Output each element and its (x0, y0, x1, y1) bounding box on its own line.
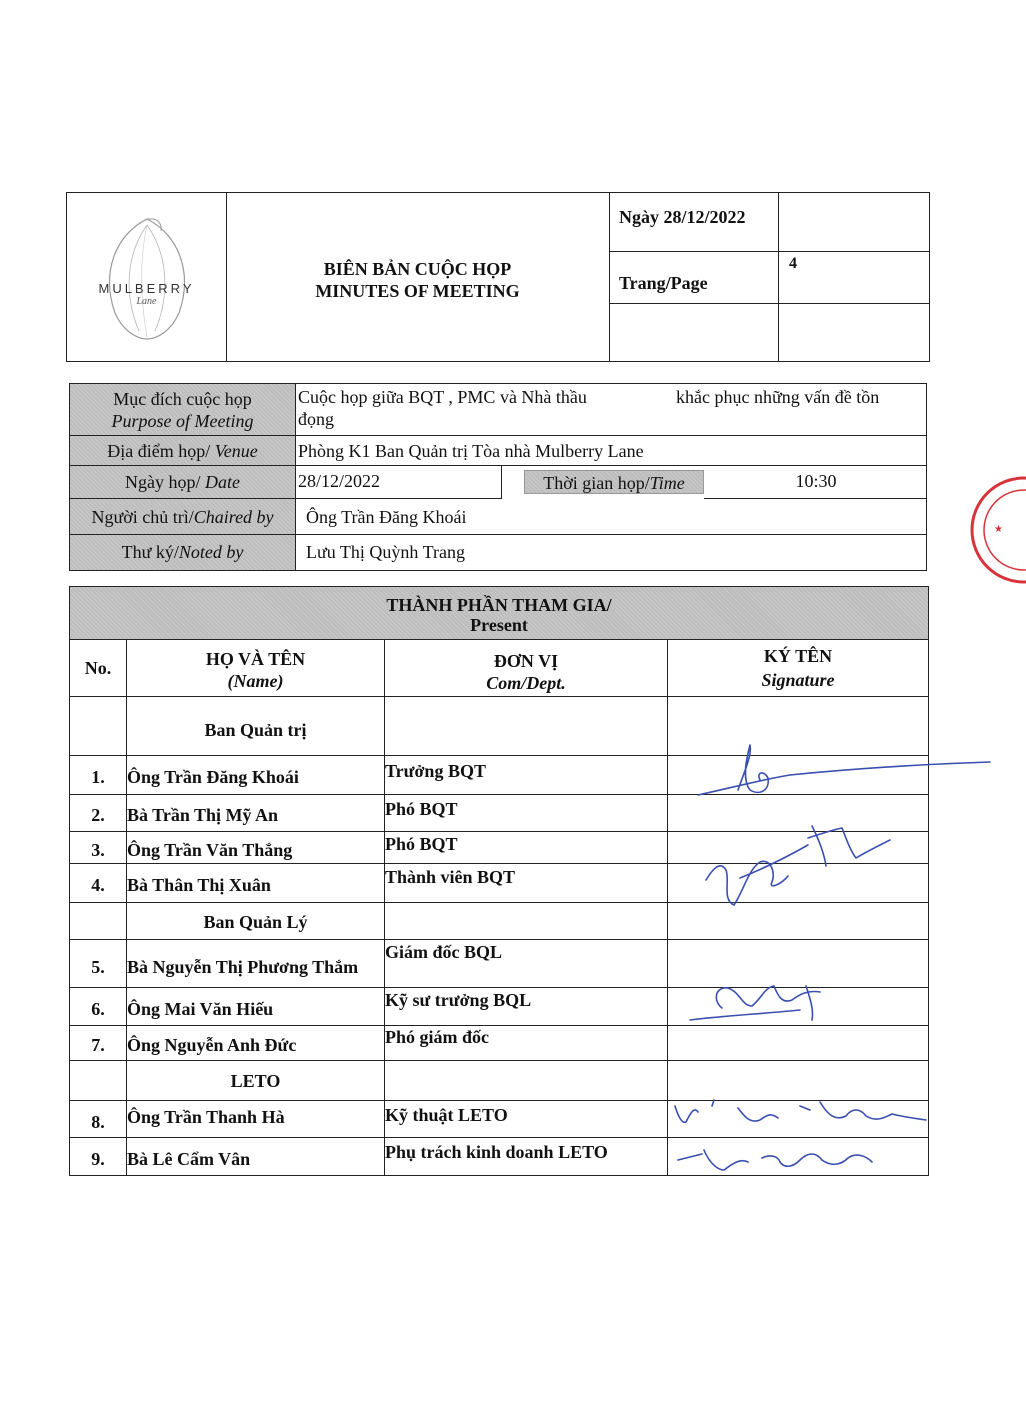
group-label: LETO (126, 1061, 384, 1101)
column-header-signature (667, 640, 929, 697)
header-row-divider (609, 303, 929, 304)
column-header-name (126, 640, 384, 697)
row-dept: Thành viên BQT (384, 864, 667, 903)
secretary-value: Lưu Thị Quỳnh Trang (306, 542, 465, 562)
purpose-label (70, 384, 296, 436)
row-number: 2. (69, 795, 126, 832)
row-dept: Kỹ sư trưởng BQL (384, 988, 667, 1026)
row-name: Bà Thân Thị Xuân (126, 864, 384, 903)
group-no-cell (69, 697, 126, 756)
group-no-cell (69, 903, 126, 940)
chair-label-vn: Người chủ trì/ (91, 507, 194, 527)
column-header-dept-vn: ĐƠN VỊ (493, 651, 559, 671)
group-dept-cell (384, 903, 667, 940)
secretary-label-vn: Thư ký/ (121, 542, 179, 562)
column-header-name-vn: HỌ VÀ TÊN (205, 649, 306, 669)
signature-cell (667, 940, 929, 988)
venue-value: Phòng K1 Ban Quản trị Tòa nhà Mulberry Lane (296, 436, 926, 466)
time-label-en: Time (649, 473, 685, 493)
row-dept: Giám đốc BQL (384, 940, 667, 988)
header-row-divider (609, 251, 929, 252)
row-dept: Phó giám đốc (384, 1026, 667, 1061)
column-header-dept (384, 640, 667, 697)
group-signature-cell (667, 903, 929, 940)
signature-cell (667, 1138, 929, 1176)
document-header (66, 192, 930, 362)
row-name: Bà Lê Cẩm Vân (126, 1138, 384, 1176)
date-value: 28/12/2022 (296, 466, 502, 499)
column-header-name-en: (Name) (227, 671, 284, 691)
row-number: 4. (69, 864, 126, 903)
row-number: 9. (69, 1138, 126, 1176)
purpose-label-vn: Mục đích cuộc họp (113, 389, 252, 409)
date-label-vn: Ngày họp/ (125, 472, 205, 492)
group-label: Ban Quản trị (126, 697, 384, 756)
row-number: 7. (69, 1026, 126, 1061)
group-signature-cell (667, 1061, 929, 1101)
venue-label (70, 436, 296, 466)
purpose-value (296, 384, 926, 436)
logo-wordmark: MULBERRY (98, 281, 195, 296)
signature-cell (667, 1026, 929, 1061)
date-label-en: Date (205, 472, 240, 492)
signature-cell (667, 1101, 929, 1138)
row-name: Ông Mai Văn Hiếu (126, 988, 384, 1026)
mulberry-lane-logo (87, 213, 207, 343)
row-name: Ông Trần Văn Thắng (126, 832, 384, 864)
section-title-vn: THÀNH PHẦN THAM GIA/ (386, 595, 612, 615)
row-number: 8. (69, 1101, 126, 1138)
logo-cell (67, 193, 227, 361)
row-name: Ông Trần Thanh Hà (126, 1101, 384, 1138)
venue-label-vn: Địa điểm họp/ (107, 441, 215, 461)
time-value: 10:30 (704, 466, 926, 499)
title-cell (226, 193, 610, 361)
document-title-en: MINUTES OF MEETING (315, 281, 520, 301)
header-date: Ngày 28/12/2022 (619, 207, 746, 227)
signature-cell (667, 756, 929, 795)
purpose-value-part1: Cuộc họp giữa BQT , PMC và Nhà thầu (298, 387, 587, 407)
svg-text:★: ★ (994, 524, 1003, 535)
row-dept: Phó BQT (384, 832, 667, 864)
participants-table (69, 586, 929, 1180)
column-header-signature-en: Signature (761, 670, 835, 690)
row-number: 6. (69, 988, 126, 1026)
signature-cell (667, 864, 929, 903)
chair-label (70, 499, 296, 535)
participants-section-header (69, 586, 929, 640)
column-header-dept-en: Com/Dept. (486, 673, 566, 693)
document-title-vn: BIÊN BẢN CUỘC HỌP (323, 259, 512, 279)
column-header-signature-vn: KÝ TÊN (763, 646, 833, 666)
company-stamp (966, 470, 1026, 590)
group-label: Ban Quản Lý (126, 903, 384, 940)
signature-cell (667, 832, 929, 864)
row-number: 5. (69, 940, 126, 988)
column-header-no: No. (69, 640, 126, 697)
row-dept: Kỹ thuật LETO (384, 1101, 667, 1138)
row-name: Ông Nguyễn Anh Đức (126, 1026, 384, 1061)
purpose-value-part3: đọng (298, 409, 334, 429)
row-name: Bà Nguyễn Thị Phương Thắm (126, 940, 384, 988)
section-title-en: Present (470, 615, 528, 635)
row-dept: Phụ trách kinh doanh LETO (384, 1138, 667, 1176)
purpose-label-en: Purpose of Meeting (111, 411, 254, 431)
signature-cell (667, 795, 929, 832)
page-label: Trang/Page (619, 273, 708, 293)
page-number: 4 (789, 255, 797, 272)
group-no-cell (69, 1061, 126, 1101)
row-number: 1. (69, 756, 126, 795)
date-label (70, 466, 296, 499)
row-dept: Phó BQT (384, 795, 667, 832)
row-number: 3. (69, 832, 126, 864)
group-dept-cell (384, 697, 667, 756)
meeting-info-table (69, 383, 927, 571)
group-dept-cell (384, 1061, 667, 1101)
time-label (524, 470, 704, 494)
row-dept: Trưởng BQT (384, 756, 667, 795)
purpose-value-part2: khắc phục những vấn đề tồn (676, 387, 880, 407)
chair-value: Ông Trần Đăng Khoái (296, 499, 926, 535)
logo-subtitle: Lane (136, 296, 157, 307)
row-name: Bà Trần Thị Mỹ An (126, 795, 384, 832)
chair-label-en: Chaired by (193, 507, 274, 527)
secretary-label-en: Noted by (178, 542, 244, 562)
group-signature-cell (667, 697, 929, 756)
venue-label-en: Venue (214, 441, 258, 461)
header-divider (778, 193, 779, 361)
secretary-label (70, 535, 296, 570)
row-name: Ông Trần Đăng Khoái (126, 756, 384, 795)
signature-cell (667, 988, 929, 1026)
time-label-vn: Thời gian họp/ (543, 473, 650, 493)
